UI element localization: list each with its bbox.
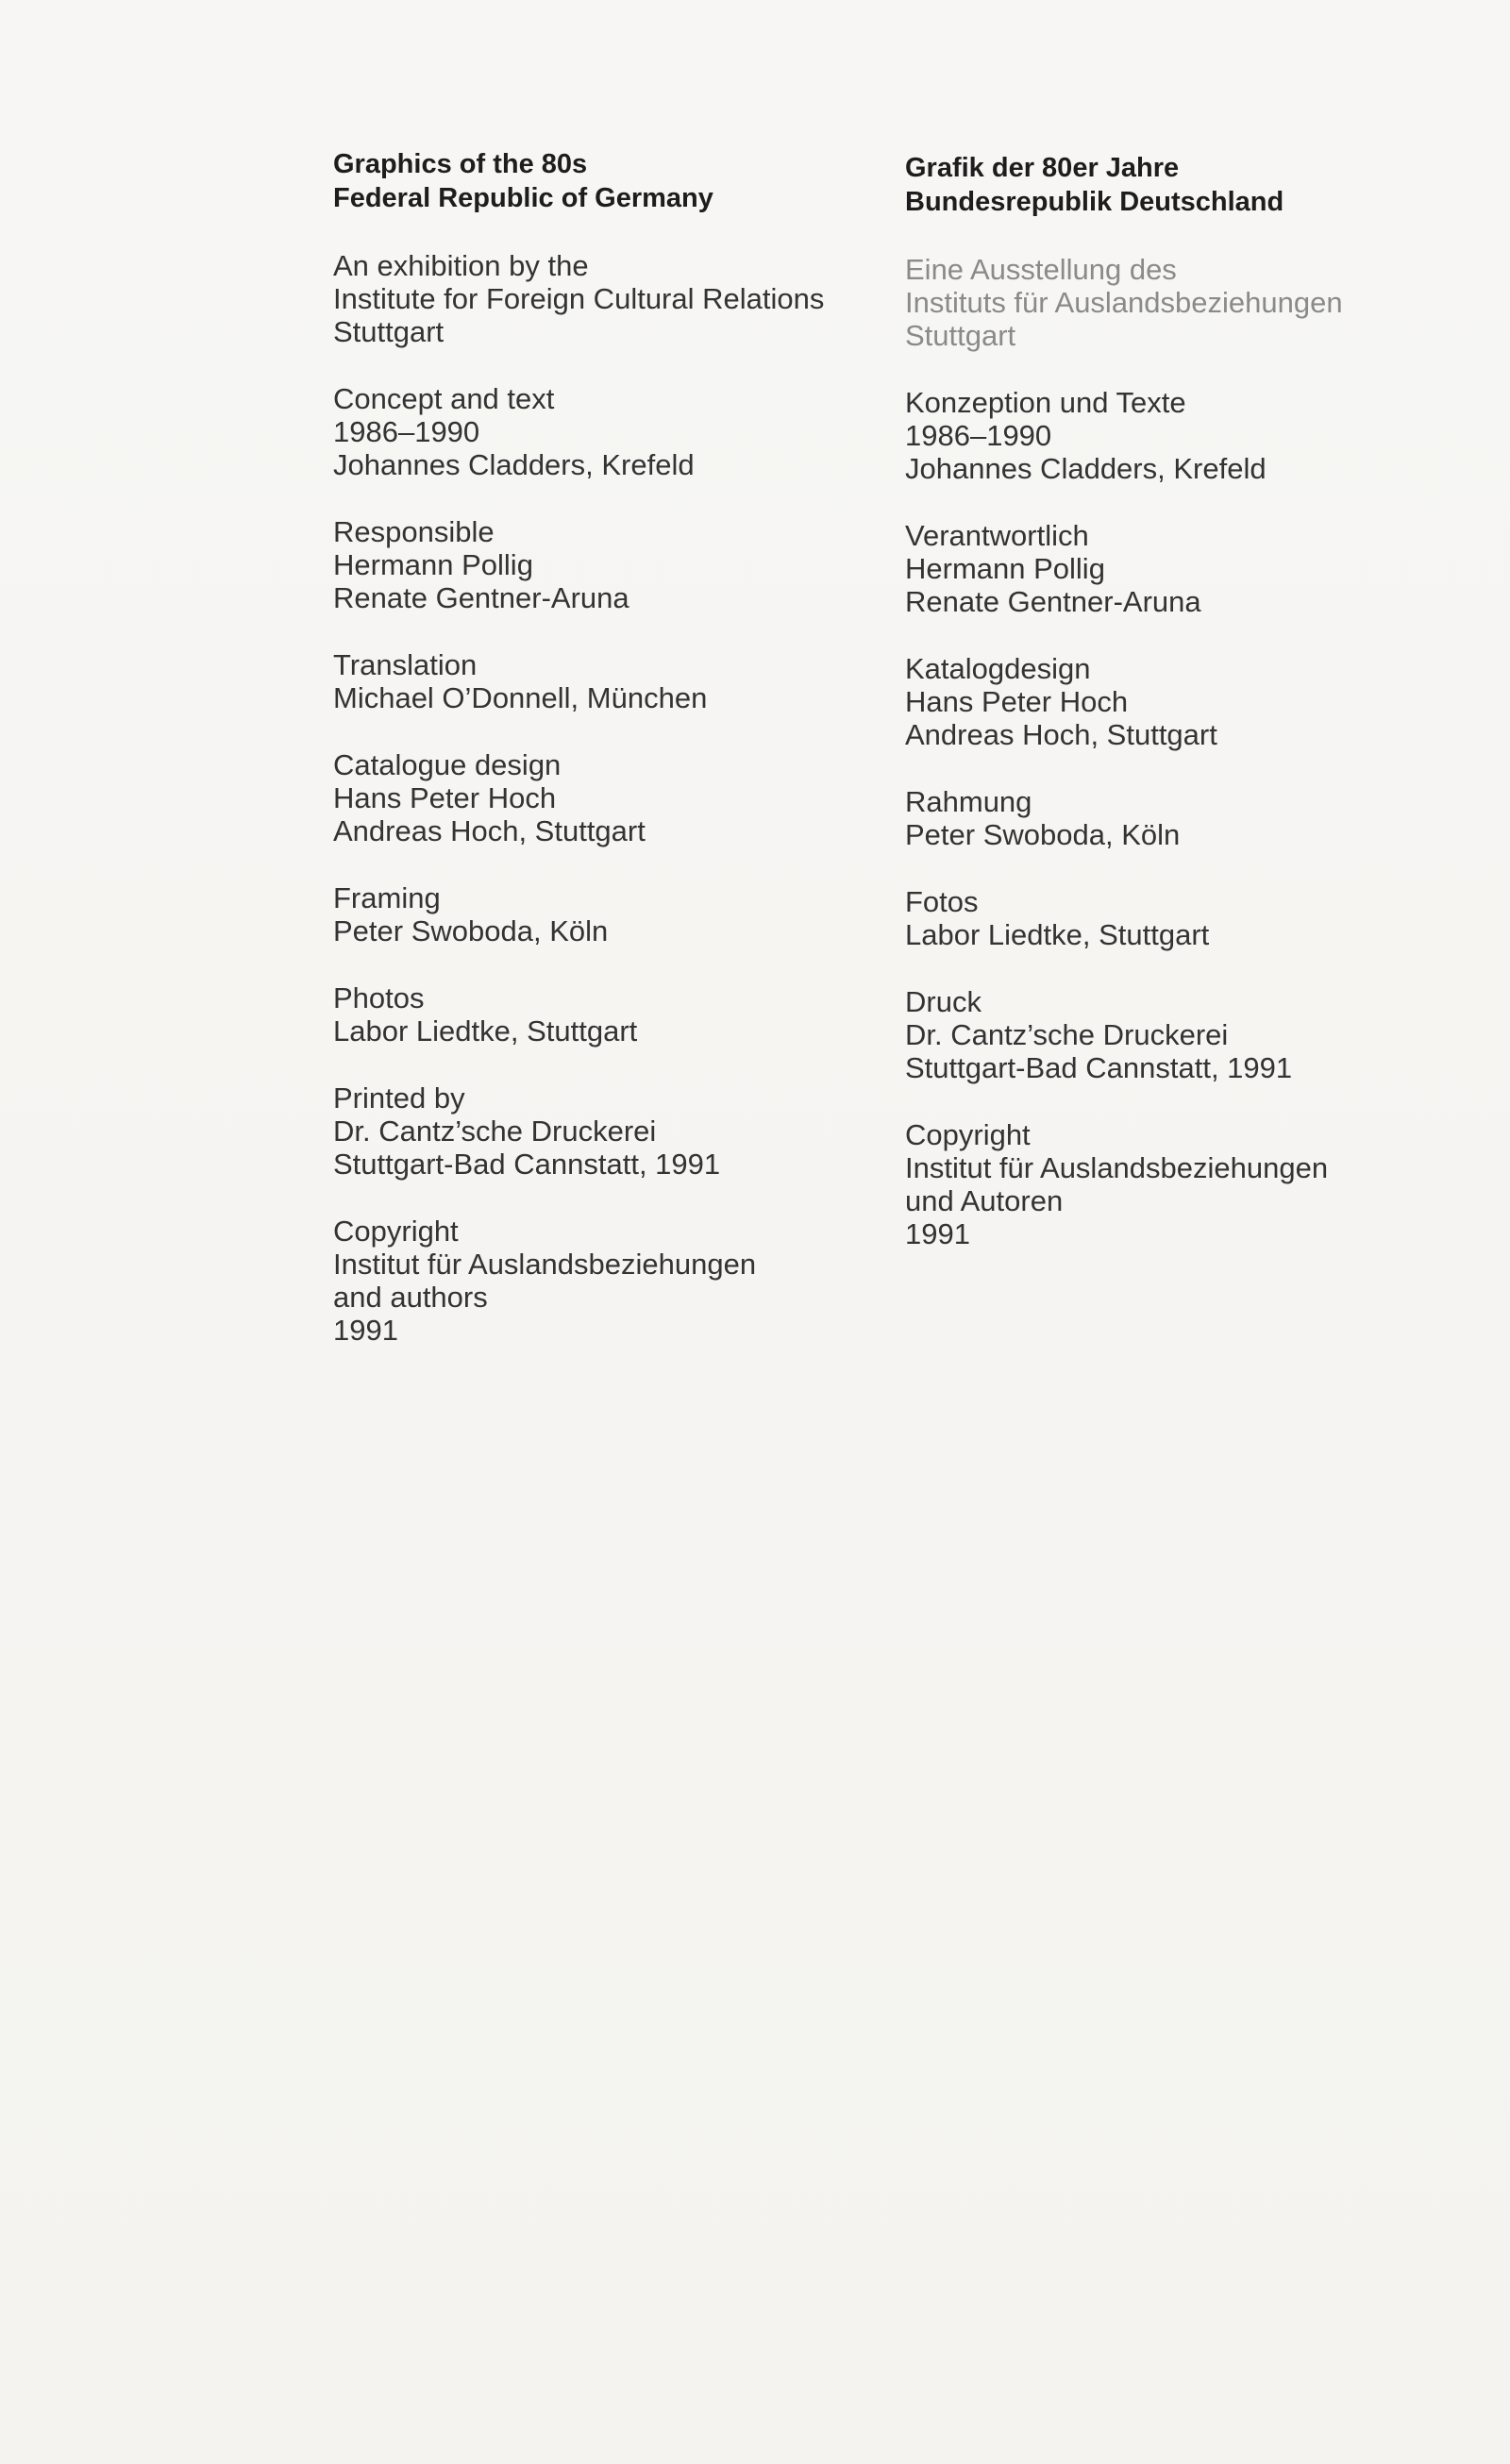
german-concept-block	[905, 386, 1510, 485]
text-line: Fotos	[905, 885, 979, 918]
text-line: Johannes Cladders, Krefeld	[333, 448, 695, 481]
english-copyright-block	[333, 1215, 947, 1347]
text-line: Druck	[905, 985, 982, 1018]
text-line: 1991	[333, 1314, 398, 1347]
text-line: Framing	[333, 881, 441, 914]
german-responsible-block	[905, 519, 1510, 618]
text-line: Dr. Cantz’sche Druckerei	[333, 1115, 657, 1148]
text-line: Michael O’Donnell, München	[333, 681, 708, 714]
text-line: Labor Liedtke, Stuttgart	[905, 918, 1210, 951]
german-framing-block	[905, 785, 1510, 851]
text-line: Institut für Auslandsbeziehungen	[333, 1248, 757, 1281]
text-line: Dr. Cantz’sche Druckerei	[905, 1018, 1229, 1051]
text-line: Hans Peter Hoch	[905, 685, 1129, 718]
text-line: Eine Ausstellung des	[905, 253, 1177, 286]
text-line: Johannes Cladders, Krefeld	[905, 452, 1267, 485]
text-line: Hans Peter Hoch	[333, 781, 557, 814]
english-title-line: Graphics of the 80s	[333, 149, 588, 179]
text-line: Renate Gentner-Aruna	[333, 581, 629, 614]
text-line: Stuttgart	[333, 315, 445, 348]
german-title-line: Bundesrepublik Deutschland	[905, 187, 1284, 217]
text-line: Rahmung	[905, 785, 1032, 818]
english-responsible-block	[333, 515, 947, 614]
english-translation-block	[333, 648, 947, 714]
text-line: Peter Swoboda, Köln	[333, 914, 609, 947]
text-line: Instituts für Auslandsbeziehungen	[905, 286, 1343, 319]
text-line: Konzeption und Texte	[905, 386, 1186, 419]
text-line: Andreas Hoch, Stuttgart	[333, 814, 646, 847]
german-title	[905, 151, 1510, 219]
text-line: An exhibition by the	[333, 249, 589, 282]
text-line: Verantwortlich	[905, 519, 1089, 552]
text-line: Hermann Pollig	[333, 548, 533, 581]
german-photos-block	[905, 885, 1510, 951]
text-line: Stuttgart	[905, 319, 1016, 352]
text-line: Translation	[333, 648, 478, 681]
german-printed-block	[905, 985, 1510, 1084]
text-line: Responsible	[333, 515, 495, 548]
text-line: Institut für Auslandsbeziehungen	[905, 1151, 1329, 1184]
text-line: Copyright	[333, 1215, 459, 1248]
english-title	[333, 147, 947, 215]
english-concept-block	[333, 382, 947, 481]
english-title-line: Federal Republic of Germany	[333, 183, 713, 213]
text-line: 1986–1990	[333, 415, 480, 448]
text-line: 1986–1990	[905, 419, 1052, 452]
text-line: Photos	[333, 981, 425, 1014]
text-line: Concept and text	[333, 382, 555, 415]
german-column	[905, 151, 1510, 1284]
german-exhibition-block	[905, 253, 1510, 352]
english-photos-block	[333, 981, 947, 1048]
english-column	[333, 147, 947, 1381]
text-line: Labor Liedtke, Stuttgart	[333, 1014, 638, 1048]
text-line: Andreas Hoch, Stuttgart	[905, 718, 1217, 751]
english-printed-block	[333, 1081, 947, 1181]
text-line: and authors	[333, 1281, 488, 1314]
german-design-block	[905, 652, 1510, 751]
text-line: Stuttgart-Bad Cannstatt, 1991	[905, 1051, 1293, 1084]
text-line: 1991	[905, 1217, 970, 1250]
english-exhibition-block	[333, 249, 947, 348]
text-line: Printed by	[333, 1081, 465, 1115]
english-design-block	[333, 748, 947, 847]
text-line: Renate Gentner-Aruna	[905, 585, 1201, 618]
text-line: Stuttgart-Bad Cannstatt, 1991	[333, 1148, 721, 1181]
text-line: Institute for Foreign Cultural Relations	[333, 282, 825, 315]
text-line: Peter Swoboda, Köln	[905, 818, 1181, 851]
german-title-line: Grafik der 80er Jahre	[905, 153, 1180, 183]
text-line: Catalogue design	[333, 748, 562, 781]
text-line: Hermann Pollig	[905, 552, 1105, 585]
english-framing-block	[333, 881, 947, 947]
german-copyright-block	[905, 1118, 1510, 1250]
text-line: Katalogdesign	[905, 652, 1091, 685]
text-line: und Autoren	[905, 1184, 1064, 1217]
text-line: Copyright	[905, 1118, 1031, 1151]
